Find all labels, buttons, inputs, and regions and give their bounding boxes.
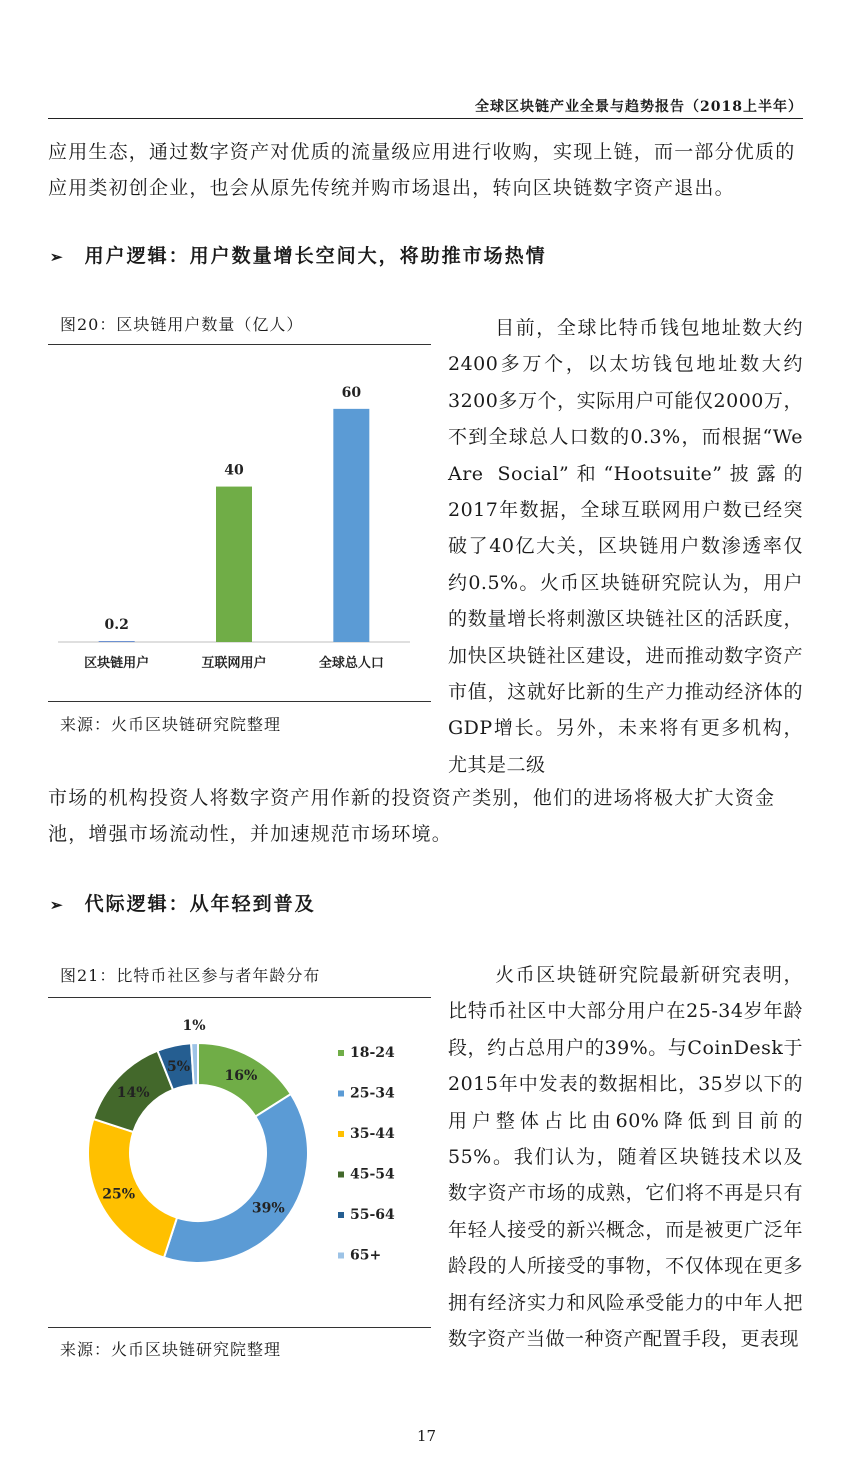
legend-label: 45-54 [350, 1166, 395, 1183]
header-rule [48, 118, 803, 119]
legend-swatch [338, 1131, 344, 1137]
legend-swatch [338, 1253, 344, 1259]
legend-label: 55-64 [350, 1207, 395, 1223]
age-distribution-donut-chart [48, 1005, 431, 1320]
figure-21-caption: 图21：比特币社区参与者年龄分布 [60, 966, 321, 985]
legend-label: 25-34 [350, 1085, 395, 1102]
user-logic-side-text [448, 310, 803, 783]
figure-top-rule [48, 997, 431, 998]
section-heading-user-logic [50, 241, 547, 268]
generation-logic-side-text [448, 957, 803, 1357]
blockchain-users-bar-chart [48, 350, 431, 690]
donut-value-label: 1% [182, 1018, 206, 1035]
bar-category-label: 全球总人口 [318, 656, 384, 671]
donut-value-label: 16% [224, 1068, 258, 1085]
donut-value-label: 39% [251, 1200, 285, 1217]
figure-20-caption: 图20：区块链用户数量（亿人） [60, 315, 304, 334]
donut-value-label: 14% [116, 1085, 150, 1102]
section-heading-text: 代际逻辑：从年轻到普及 [84, 893, 316, 915]
page-number: 17 [416, 1427, 437, 1445]
generation-logic-text: 火币区块链研究院最新研究表明，比特币社区中大部分用户在25-34岁年龄段，约占总用户的39%。与CoinDesk于2015年中发表的数据相比，35岁以下的用户整体占比由60%降低到目前的55%。我们认为，随着区块链技术以及数字资产市场的成熟，它们将不再是只有年轻人接受的新兴概念，而是被更广泛年龄段的人所接受的事物，不仅体现在更多拥有经济实力和风险承受能力的中年人把数字资产当做一种资产配置手段，更表现 [448, 964, 803, 1351]
user-logic-text: 目前，全球比特币钱包地址数大约2400多万个，以太坊钱包地址数大约3200多万个，实际用户可能仅2000万，不到全球总人口数的0.3%，而根据“We Are Social”和“Hootsuite”披露的2017年数据，全球互联网用户数已经突破了40亿大关，区块链用户数渗透率仅约0.5%。火币区块链研究院认为，用户的数量增长将刺激区块链社区的活跃度，加快区块链社区建设，进而推动数字资产市值，这就好比新的生产力推动经济体的GDP增长。另外，未来将有更多机构，尤其是二级 [448, 317, 803, 776]
legend-swatch [338, 1091, 344, 1097]
figure-bottom-rule [48, 1327, 431, 1328]
section-heading-generation-logic [50, 889, 316, 916]
legend-swatch [338, 1172, 344, 1178]
report-header-title: 全球区块链产业全景与趋势报告（2018上半年） [475, 99, 803, 115]
user-logic-continued-text: 市场的机构投资人将数字资产用作新的投资资产类别，他们的进场将极大扩大资金池，增强市场流动性，并加速规范市场环境。 [48, 787, 776, 846]
legend-swatch [338, 1050, 344, 1056]
legend-label: 65+ [350, 1247, 382, 1264]
donut-value-label: 25% [102, 1186, 136, 1203]
arrow-bullet-icon: ➢ [50, 248, 65, 266]
bar-3 [333, 409, 369, 642]
bar-category-label: 互联网用户 [201, 656, 267, 671]
donut-slice-25-34 [164, 1094, 308, 1263]
bar-value-label: 40 [224, 462, 244, 479]
section-heading-text: 用户逻辑：用户数量增长空间大，将助推市场热情 [84, 245, 547, 267]
donut-value-label: 5% [167, 1059, 191, 1076]
legend-label: 18-24 [350, 1045, 395, 1061]
legend-swatch [338, 1212, 344, 1218]
figure-21-source: 来源：火币区块链研究院整理 [60, 1340, 282, 1359]
figure-20-source: 来源：火币区块链研究院整理 [60, 715, 282, 734]
figure-bottom-rule [48, 701, 431, 702]
bar-2 [216, 487, 252, 642]
figure-top-rule [48, 344, 431, 345]
bar-value-label: 60 [341, 384, 362, 401]
arrow-bullet-icon: ➢ [50, 896, 65, 914]
bar-value-label: 0.2 [104, 617, 129, 634]
legend-label: 35-44 [350, 1126, 395, 1142]
bar-1 [99, 641, 135, 642]
intro-paragraph: 应用生态，通过数字资产对优质的流量级应用进行收购，实现上链，而一部分优质的应用类初创企业，也会从原先传统并购市场退出，转向区块链数字资产退出。 [48, 141, 796, 200]
bar-category-label: 区块链用户 [84, 656, 150, 671]
